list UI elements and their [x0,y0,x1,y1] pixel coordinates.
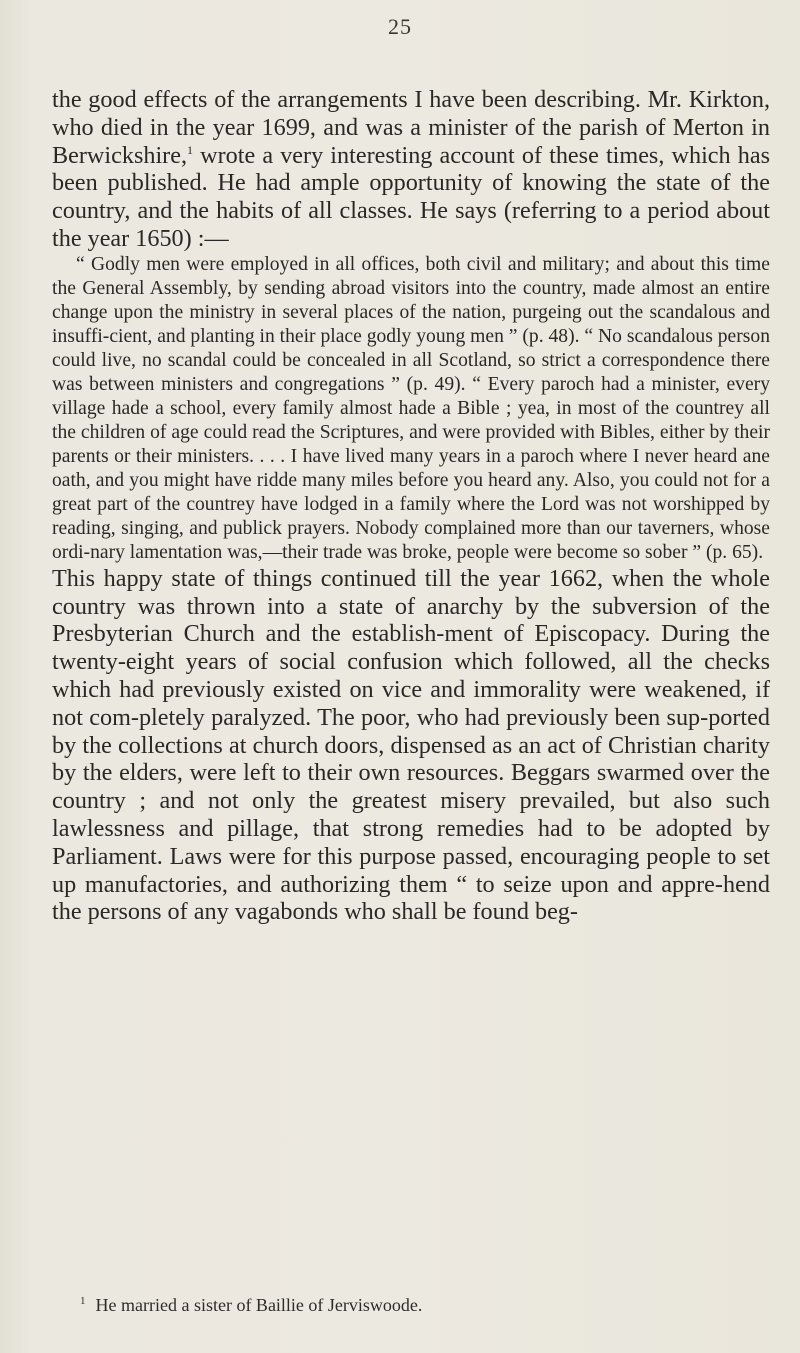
kirkton-quotation: “ Godly men were employed in all offices, both civil and military; and about this time the General Assembly, by sending abroad visitors into the country, made almost an entire change upon the ministry in several places of the nation, purgeing out the scandalous and insuffi-cient, and planting in their place godly young men ” (p. 48). “ No scandalous person could live, no scandal could be concealed in all Scotland, so strict a correspondence there was between ministers and congregations ” (p. 49). “ Every paroch had a minister, every village hade a school, every family almost hade a Bible ; yea, in most of the countrey all the children of age could read the Scriptures, and were provided with Bibles, either by their parents or their ministers. . . . I have lived many years in a paroch where I never heard ane oath, and you might have ridde many miles before you heard any. Also, you could not for a great part of the countrey have lodged in a family where the Lord was not worshipped by reading, singing, and publick prayers. Nobody complained more than our taverners, whose ordi-nary lamentation was,—their trade was broke, people were become so sober ” (p. 65). [52,253,770,563]
paragraph-anarchy: This happy state of things continued till the year 1662, when the whole country was thrown into a state of anarchy by the subversion of the Presbyterian Church and the establish-ment of Episcopacy. During the twenty-eight years of social confusion which followed, all the checks which had previously existed on vice and immorality were weakened, if not com-pletely paralyzed. The poor, who had previously been sup-ported by the collections at church doors, dispensed as an act of Christian charity by the elders, were left to their own resources. Beggars swarmed over the country ; and not only the greatest misery prevailed, but also such lawlessness and pillage, that strong remedies had to be adopted by Parliament. Laws were for this purpose passed, encouraging people to set up manufactories, and authorizing them “ to seize upon and appre-hend the persons of any vagabonds who shall be found beg- [52,564,770,926]
paragraph-intro [52,86,770,253]
body-text [52,86,770,926]
footnote-mark: 1 [80,1295,86,1307]
paragraph-intro-text-cont: wrote a very interesting account of these times, which has been published. He had ample opportunity of knowing the state of the country, and the habits of all classes. He says (referring to a period about the year 1650) :— [52,141,770,252]
paragraph-intro-text: the good effects of the arrangements I have been describing. Mr. Kirkton, who died in the year 1699, and was a minister of the parish of Merton in Berwickshire, [52,86,770,169]
footnote-text: He married a sister of Baillie of Jerviswoode. [95,1295,423,1315]
page-number: 25 [388,14,412,39]
footnote-reference: 1 [187,142,194,157]
footnote [80,1290,770,1316]
